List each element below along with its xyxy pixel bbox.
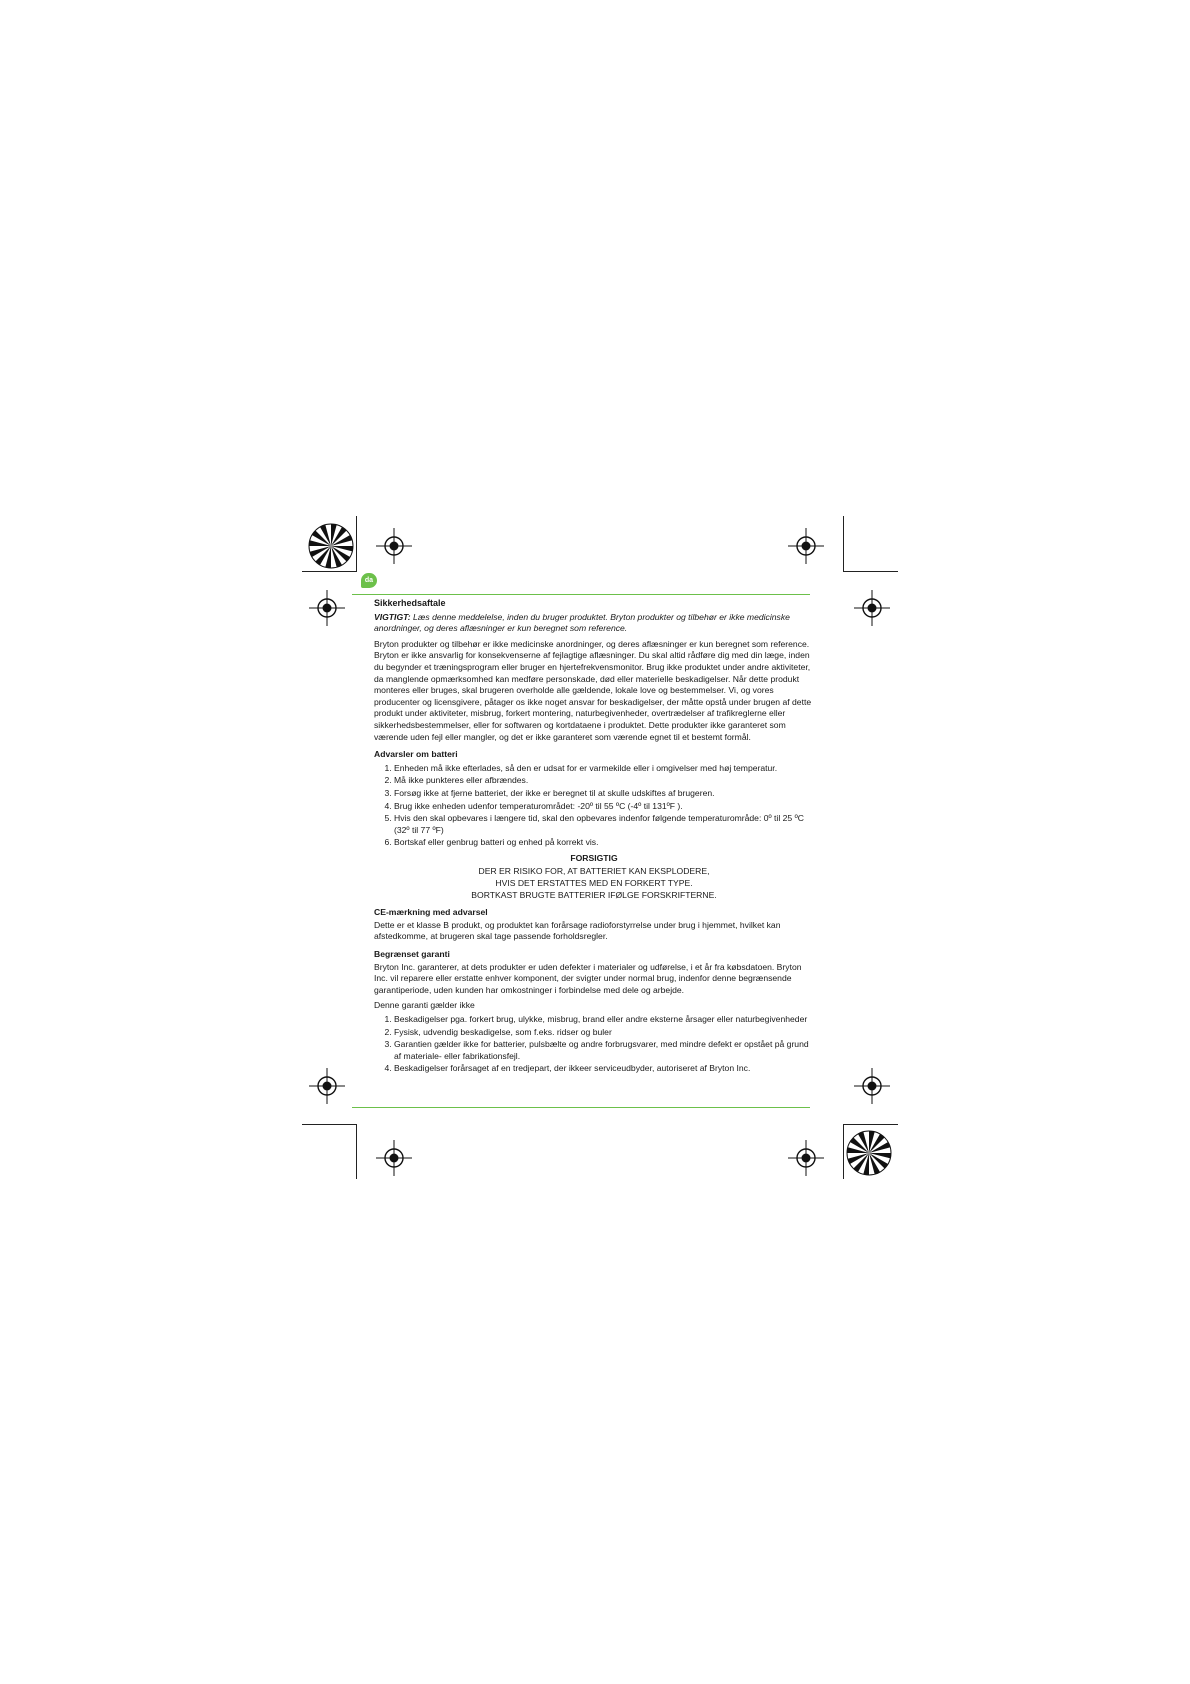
list-item: 2. Må ikke punkteres eller afbrændes. <box>394 775 814 787</box>
crop-mark <box>843 571 898 572</box>
ce-marking-heading: CE-mærkning med advarsel <box>374 907 488 918</box>
caution-line: DER ER RISIKO FOR, AT BATTERIET KAN EKSPLODERE, <box>478 866 710 877</box>
crop-mark <box>302 571 357 572</box>
caution-line: HVIS DET ERSTATTES MED EN FORKERT TYPE. <box>495 878 693 889</box>
list-item: 4. Brug ikke enheden udenfor temperaturområdet: -20º til 55 ºC (-4º til 131ºF ). <box>394 801 814 813</box>
intro-paragraph: Bryton produkter og tilbehør er ikke medicinske anordninger, og deres aflæsninger er kun beregnet som reference. Bryton er ikke ansvarlig for konsekvenserne af fejlagtige aflæsninger. Du skal altid rådføre dig med din læge, inden du begynder et træningsprogram eller bruger en hjertefrekvensmonitor. Brug ikke produktet under andre aktiviteter, da manglende opmærksomhed kan medføre personskade, død eller materielle beskadigelser. Når dette produkt monteres eller bruges, skal brugeren overholde alle gældende, lokale love og bestemmelser. Vi, og vores producenter og licensgivere, påtager os ikke noget ansvar for beskadigelser, der måtte opstå under brugen af dette produkt under aktiviteter, misbrug, forkert montering, naturbegivenheder, overtrædelser af trafikreglerne eller sikkerhedsbestemmelser, eller for softwaren og kortdataene i produktet. Dette produkter ikke garanteret som værende uden fejl eller mangler, og det er ikke garanteret som værende egnet til et bestemt formål. <box>374 638 812 742</box>
registration-target-icon <box>307 590 347 626</box>
footer-rule <box>352 1107 810 1108</box>
section-title: Sikkerhedsaftale <box>374 598 446 608</box>
crop-mark <box>302 1124 357 1125</box>
language-leaf-icon: da <box>361 573 377 588</box>
warranty-heading: Begrænset garanti <box>374 949 450 960</box>
crop-mark <box>356 516 357 571</box>
list-item: 1. Enheden må ikke efterlades, så den er udsat for er varmekilde eller i omgivelser med høj temperatur. <box>394 763 814 775</box>
list-item: 2. Fysisk, udvendig beskadigelse, som f.eks. ridser og buler <box>394 1027 814 1039</box>
caution-block <box>374 853 814 901</box>
crop-mark <box>843 516 844 571</box>
caution-title: FORSIGTIG <box>570 852 618 863</box>
document-body <box>374 598 814 1077</box>
crop-mark <box>843 1124 844 1179</box>
list-item: 3. Garantien gælder ikke for batterier, pulsbælte og andre forbrugsvarer, med mindre defekt er opstået på grund af materiale- eller fabrikationsfejl. <box>394 1039 814 1062</box>
ce-marking-text: Dette er et klasse B produkt, og produktet kan forårsage radioforstyrrelse under brug i hjemmet, hvilket kan afstedkomme, at brugeren skal tage passende forholdsregler. <box>374 919 781 942</box>
starburst-target-icon <box>846 1130 892 1176</box>
list-item: 4. Beskadigelser forårsaget af en tredjepart, der ikkeer serviceudbyder, autoriseret af Bryton Inc. <box>394 1063 814 1075</box>
registration-target-icon <box>852 590 892 626</box>
registration-target-icon <box>374 1140 414 1176</box>
registration-target-icon <box>852 1068 892 1104</box>
important-label: VIGTIGT: <box>374 611 411 622</box>
registration-target-icon <box>786 1140 826 1176</box>
starburst-target-icon <box>308 523 354 569</box>
list-item: 1. Beskadigelser pga. forkert brug, ulykke, misbrug, brand eller andre eksterne årsager eller naturbegivenheder <box>394 1014 814 1026</box>
important-notice <box>374 612 814 635</box>
warranty-exclusions-intro: Denne garanti gælder ikke <box>374 1000 475 1011</box>
registration-target-icon <box>374 528 414 564</box>
list-item: 3. Forsøg ikke at fjerne batteriet, der ikke er beregnet til at skulle udskiftes af brugeren. <box>394 788 814 800</box>
registration-target-icon <box>786 528 826 564</box>
crop-mark <box>356 1124 357 1179</box>
battery-warning-heading: Advarsler om batteri <box>374 749 458 760</box>
important-text: Læs denne meddelelse, inden du bruger produktet. Bryton produkter og tilbehør er ikke medicinske anordninger, og deres aflæsninger er kun beregnet som reference. <box>374 611 790 634</box>
battery-warning-list <box>374 763 814 849</box>
header-rule <box>352 594 810 595</box>
warranty-exclusions-list <box>374 1014 814 1075</box>
list-item: 6. Bortskaf eller genbrug batteri og enhed på korrekt vis. <box>394 837 814 849</box>
warranty-text: Bryton Inc. garanterer, at dets produkter er uden defekter i materialer og udførelse, i et år fra købsdatoen. Bryton Inc. vil reparere eller erstatte enhver komponent, der svigter under normal brug, indenfor denne begrænsende garantiperiode, uden kunden har omkostninger i forbindelse med dele og arbejde. <box>374 961 802 995</box>
caution-line: BORTKAST BRUGTE BATTERIER IFØLGE FORSKRIFTERNE. <box>471 889 717 900</box>
crop-mark <box>843 1124 898 1125</box>
list-item: 5. Hvis den skal opbevares i længere tid, skal den opbevares indenfor følgende temperaturområde: 0º til 25 ºC (32º til 77 ºF) <box>394 813 814 836</box>
registration-target-icon <box>307 1068 347 1104</box>
